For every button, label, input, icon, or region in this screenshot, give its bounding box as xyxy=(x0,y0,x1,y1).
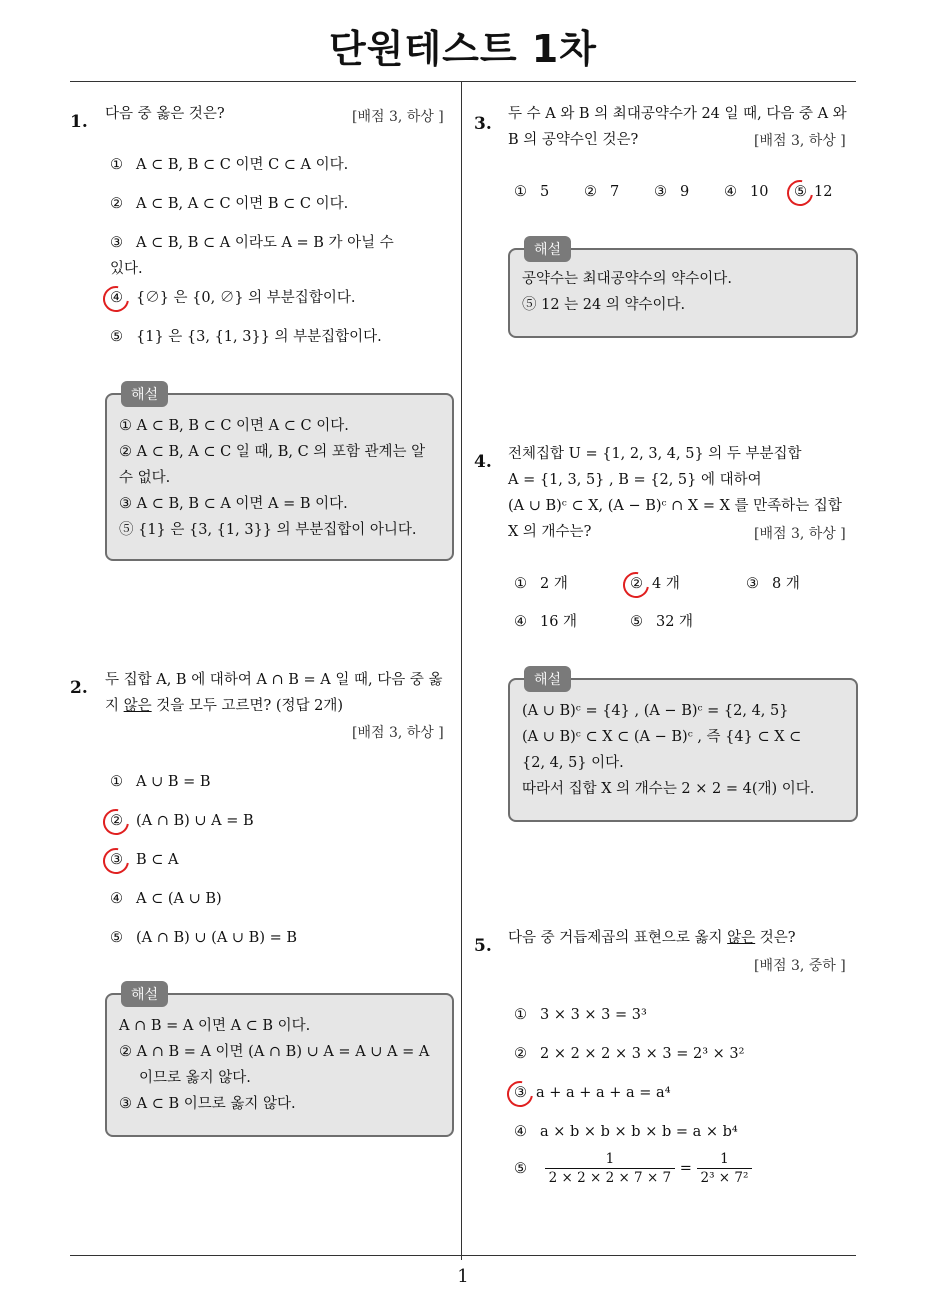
choice-mark: ④ xyxy=(110,285,136,311)
q5-choice-3[interactable] xyxy=(514,1080,671,1106)
explanation-line: ⑤ {1} 은 {3, {1, 3}} 의 부분집합이 아니다. xyxy=(119,522,417,538)
choice-text: A ∪ B = B xyxy=(136,774,211,790)
q4-choice-2[interactable] xyxy=(630,571,680,597)
choice-mark: ③ xyxy=(110,235,123,251)
choice-text: 16 개 xyxy=(540,614,578,630)
explanation-line: (A ∪ B)ᶜ = {4} , (A − B)ᶜ = {2, 4, 5} xyxy=(522,703,789,719)
choice-text: A ⊂ B, B ⊂ C 이면 C ⊂ A 이다. xyxy=(136,157,349,173)
q1-choice-3[interactable] xyxy=(110,230,410,282)
choice-mark: ⑤ xyxy=(514,1160,527,1177)
choice-mark: ③ xyxy=(746,576,759,592)
explanation-tag: 해설 xyxy=(524,666,571,692)
choice-mark: ⑤ xyxy=(110,329,123,345)
q3-choice-4[interactable] xyxy=(724,179,768,205)
choice-text: 7 xyxy=(610,184,620,200)
explanation-line: 따라서 집합 X 의 개수는 2 × 2 = 4(개) 이다. xyxy=(522,781,815,797)
underlined-word: 않은 xyxy=(727,930,756,946)
choice-mark: ② xyxy=(110,808,136,834)
underlined-word: 않은 xyxy=(123,698,152,714)
choice-mark: ⑤ xyxy=(110,930,123,946)
choice-text: {1} 은 {3, {1, 3}} 의 부분집합이다. xyxy=(136,329,382,345)
choice-text: A ⊂ (A ∪ B) xyxy=(136,891,222,907)
explanation-tag: 해설 xyxy=(121,981,168,1007)
q4-choice-5[interactable] xyxy=(630,609,693,635)
q3-explanation-box xyxy=(508,242,858,338)
choice-text: 5 xyxy=(540,184,550,200)
choice-mark: ④ xyxy=(514,1124,527,1140)
q1-choice-2[interactable] xyxy=(110,191,348,217)
q4-line: A = {1, 3, 5} , B = {2, 5} 에 대하여 xyxy=(508,472,762,488)
choice-text: A ⊂ B, A ⊂ C 이면 B ⊂ C 이다. xyxy=(136,196,349,212)
q5-choice-4[interactable] xyxy=(514,1119,738,1145)
choice-mark: ⑤ xyxy=(630,614,643,630)
explanation-line: A ∩ B = A 이면 A ⊂ B 이다. xyxy=(119,1018,311,1034)
page-number: 1 xyxy=(457,1266,469,1287)
q4-choice-4[interactable] xyxy=(514,609,577,635)
q4-score: [배점 3, 하상 ] xyxy=(754,526,846,542)
choice-text: 32 개 xyxy=(656,614,694,630)
q4-choice-3[interactable] xyxy=(746,571,800,597)
choice-text: 8 개 xyxy=(772,576,800,592)
answer-circle-icon xyxy=(98,281,134,317)
q5-choice-2[interactable] xyxy=(514,1041,744,1067)
q3-number: 3. xyxy=(474,114,492,134)
fraction-right: $\frac{1}{\text{2³ × 7²}}$ xyxy=(697,1150,753,1187)
choice-mark: ① xyxy=(110,774,123,790)
q2-explanation-box xyxy=(105,987,454,1137)
equals-sign: = xyxy=(679,1160,692,1177)
q3-choice-2[interactable] xyxy=(584,179,619,205)
fraction-left: $\frac{1}{2 \times 2 \times 2 \times 7 \times 7}$ xyxy=(545,1150,676,1187)
choice-text: A ⊂ B, B ⊂ A 이라도 A = B 가 아닐 수 있다. xyxy=(110,235,394,277)
choice-mark: ① xyxy=(514,1007,527,1023)
answer-circle-icon xyxy=(98,843,134,879)
q1-explanation-box xyxy=(105,387,454,561)
explanation-line: 공약수는 최대공약수의 약수이다. xyxy=(522,271,732,287)
q3-score: [배점 3, 하상 ] xyxy=(754,133,846,149)
choice-mark: ③ xyxy=(110,847,136,873)
answer-circle-icon xyxy=(782,175,818,211)
q4-line: X 의 개수는? xyxy=(508,524,592,540)
q1-choice-4[interactable] xyxy=(110,285,355,311)
choice-mark: ④ xyxy=(110,891,123,907)
choice-mark: ③ xyxy=(654,184,667,200)
choice-text: (A ∩ B) ∪ (A ∪ B) = B xyxy=(136,930,298,946)
q3-choice-1[interactable] xyxy=(514,179,549,205)
q1-choice-1[interactable] xyxy=(110,152,348,178)
choice-mark: ① xyxy=(110,157,123,173)
explanation-line: 이므로 옳지 않다. xyxy=(139,1070,251,1086)
q1-choice-5[interactable] xyxy=(110,324,382,350)
q4-number: 4. xyxy=(474,452,492,472)
choice-text: (A ∩ B) ∪ A = B xyxy=(136,813,254,829)
q5-score: [배점 3, 중하 ] xyxy=(754,958,846,974)
choice-text: 4 개 xyxy=(652,576,680,592)
answer-circle-icon xyxy=(98,804,134,840)
q5-number: 5. xyxy=(474,936,492,956)
q1-text: 다음 중 옳은 것은? xyxy=(105,106,225,122)
choice-text: 2 개 xyxy=(540,576,568,592)
explanation-line: ③ A ⊂ B 이므로 옳지 않다. xyxy=(119,1096,296,1112)
q3-choice-3[interactable] xyxy=(654,179,689,205)
choice-text: 3 × 3 × 3 = 3³ xyxy=(540,1007,647,1023)
explanation-line: {2, 4, 5} 이다. xyxy=(522,755,624,771)
answer-circle-icon xyxy=(502,1076,538,1112)
explanation-line: (A ∪ B)ᶜ ⊂ X ⊂ (A − B)ᶜ , 즉 {4} ⊂ X ⊂ xyxy=(522,729,802,745)
q5-choice-1[interactable] xyxy=(514,1002,647,1028)
choice-text: 12 xyxy=(814,184,833,200)
choice-mark: ② xyxy=(630,571,652,597)
choice-mark: ④ xyxy=(514,614,527,630)
q5-choice-5[interactable] xyxy=(514,1150,752,1187)
q2-choice-2[interactable] xyxy=(110,808,254,834)
page-title: 단원테스트 1차 xyxy=(329,27,597,71)
choice-text: B ⊂ A xyxy=(136,852,179,868)
choice-mark: ② xyxy=(110,196,123,212)
choice-mark: ④ xyxy=(724,184,737,200)
explanation-line: ① A ⊂ B, B ⊂ C 이면 A ⊂ C 이다. xyxy=(119,418,349,434)
choice-mark: ② xyxy=(584,184,597,200)
q3-text: 두 수 A 와 B 의 최대공약수가 24 일 때, 다음 중 A 와 B 의 공약수인 것은? xyxy=(508,106,847,148)
q2-text: 두 집합 A, B 에 대하여 A ∩ B = A 일 때, 다음 중 옳지 않은 것을 모두 고르면? (정답 2개) xyxy=(105,672,443,714)
choice-mark: ③ xyxy=(514,1080,536,1106)
explanation-line: ⑤ 12 는 24 의 약수이다. xyxy=(522,297,686,313)
choice-text: 10 xyxy=(750,184,769,200)
explanation-line: ③ A ⊂ B, B ⊂ A 이면 A = B 이다. xyxy=(119,496,348,512)
explanation-tag: 해설 xyxy=(524,236,571,262)
choice-text: {∅} 은 {0, ∅} 의 부분집합이다. xyxy=(136,290,356,306)
q4-line: (A ∪ B)ᶜ ⊂ X, (A − B)ᶜ ∩ X = X 를 만족하는 집합 xyxy=(508,498,842,514)
choice-mark: ② xyxy=(514,1046,527,1062)
explanation-tag: 해설 xyxy=(121,381,168,407)
q2-choice-3[interactable] xyxy=(110,847,179,873)
q2-choice-5[interactable] xyxy=(110,925,297,951)
choice-text: 2 × 2 × 2 × 3 × 3 = 2³ × 3² xyxy=(540,1046,745,1062)
q1-number: 1. xyxy=(70,112,88,132)
choice-mark: ① xyxy=(514,576,527,592)
q2-choice-1[interactable] xyxy=(110,769,211,795)
q4-line: 전체집합 U = {1, 2, 3, 4, 5} 의 두 부분집합 xyxy=(508,446,802,462)
answer-circle-icon xyxy=(618,567,654,603)
q3-choice-5[interactable] xyxy=(794,179,832,205)
choice-mark: ① xyxy=(514,184,527,200)
choice-text: 9 xyxy=(680,184,690,200)
choice-mark: ⑤ xyxy=(794,179,814,205)
bottom-rule xyxy=(70,1255,856,1256)
q4-explanation-box xyxy=(508,672,858,822)
q1-score: [배점 3, 하상 ] xyxy=(352,109,444,125)
choice-text: a + a + a + a = a⁴ xyxy=(536,1085,671,1101)
q4-choice-1[interactable] xyxy=(514,571,568,597)
top-rule xyxy=(70,81,856,82)
choice-text: a × b × b × b × b = a × b⁴ xyxy=(540,1124,738,1140)
explanation-line: ② A ⊂ B, A ⊂ C 일 때, B, C 의 포함 관계는 알 수 없다. xyxy=(119,444,426,486)
q2-score: [배점 3, 하상 ] xyxy=(352,725,444,741)
q2-choice-4[interactable] xyxy=(110,886,222,912)
column-divider xyxy=(461,82,462,1260)
explanation-line: ② A ∩ B = A 이면 (A ∩ B) ∪ A = A ∪ A = A xyxy=(119,1044,430,1060)
q2-number: 2. xyxy=(70,678,88,698)
q5-text: 다음 중 거듭제곱의 표현으로 옳지 않은 것은? xyxy=(508,930,796,946)
